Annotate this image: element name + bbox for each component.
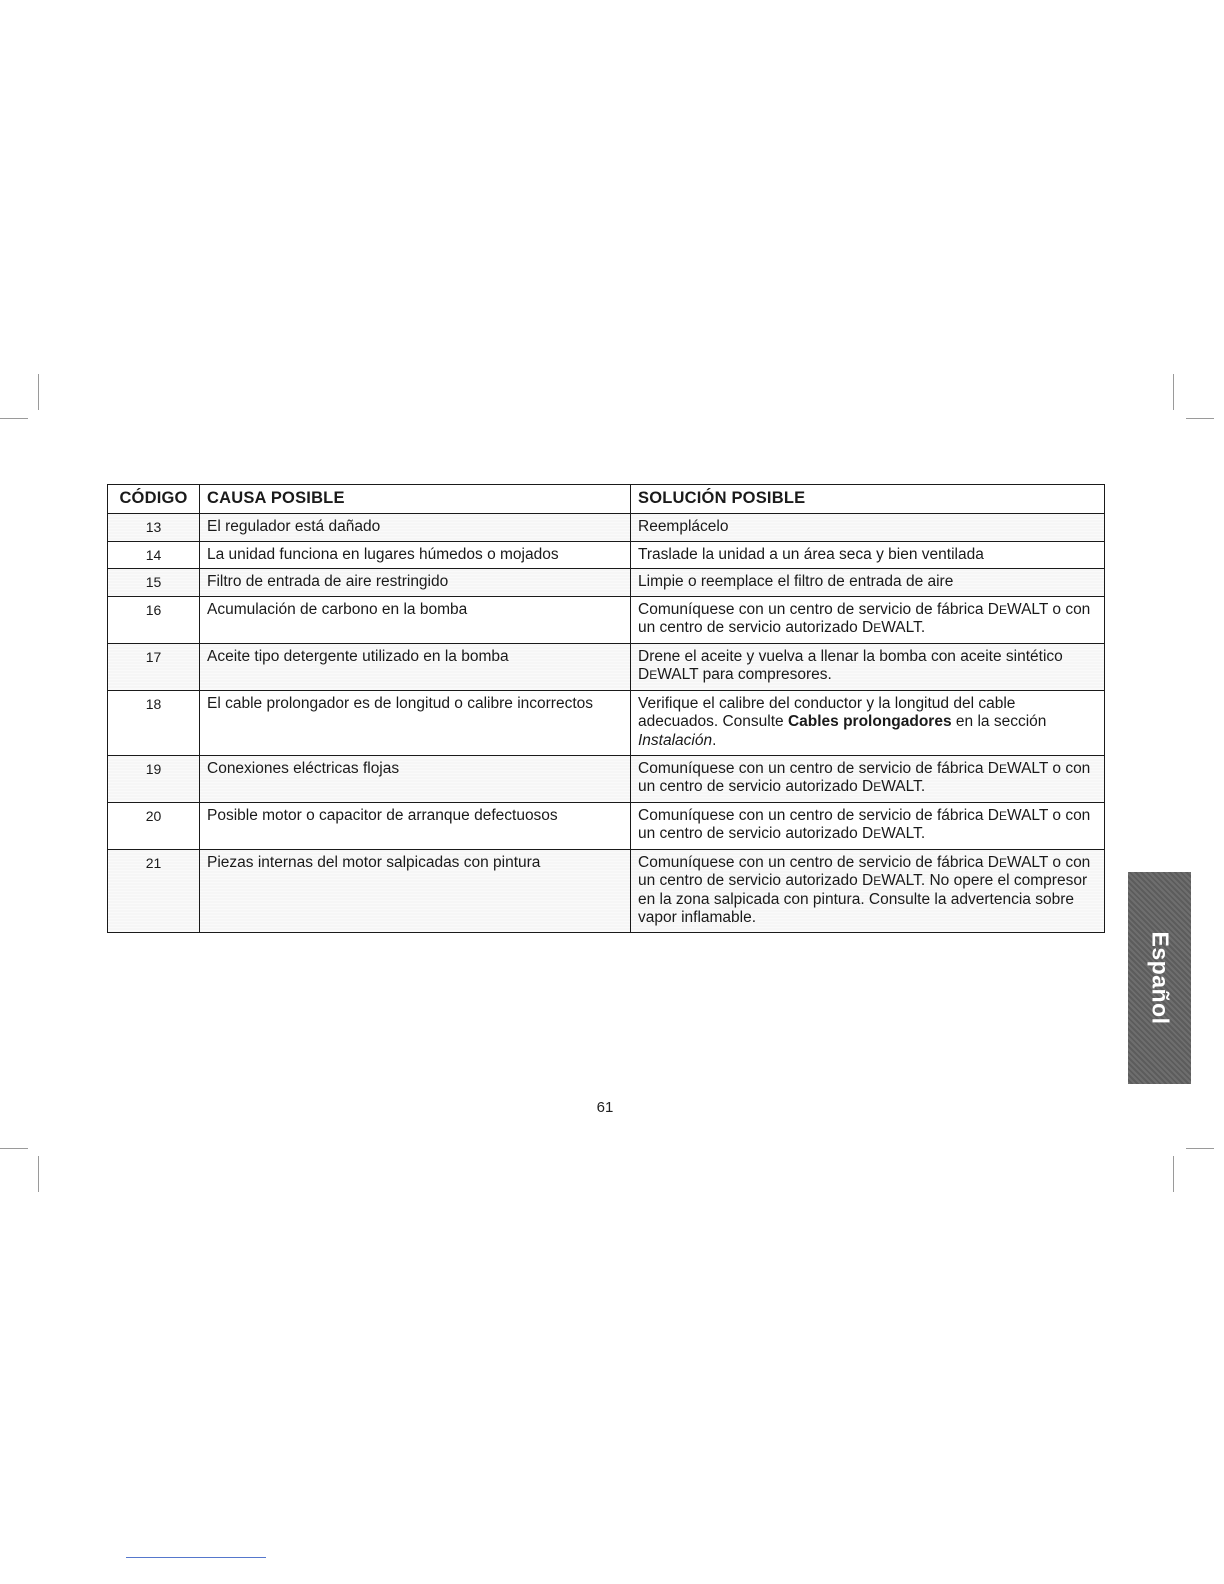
crop-mark <box>1173 1156 1174 1192</box>
crop-mark <box>38 1156 39 1192</box>
row-code: 19 <box>108 755 200 802</box>
table-row <box>108 596 1105 643</box>
row-cause: El regulador está dañado <box>200 514 631 542</box>
row-cause: Aceite tipo detergente utilizado en la bomba <box>200 643 631 690</box>
row-solution: Reemplácelo <box>631 514 1105 542</box>
troubleshooting-table <box>107 484 1105 933</box>
header-cause: CAUSA POSIBLE <box>200 485 631 514</box>
row-code: 20 <box>108 802 200 849</box>
row-cause: El cable prolongador es de longitud o calibre incorrectos <box>200 690 631 755</box>
row-code: 16 <box>108 596 200 643</box>
row-solution: Verifique el calibre del conductor y la longitud del cable adecuados. Consulte Cables prolongadores en la sección Instalación. <box>631 690 1105 755</box>
table-row <box>108 569 1105 597</box>
table-row <box>108 643 1105 690</box>
row-cause: Filtro de entrada de aire restringido <box>200 569 631 597</box>
table-row <box>108 802 1105 849</box>
row-cause: Posible motor o capacitor de arranque defectuosos <box>200 802 631 849</box>
row-cause: Conexiones eléctricas flojas <box>200 755 631 802</box>
row-solution: Comuníquese con un centro de servicio de fábrica DEWALT o con un centro de servicio autorizado DEWALT. <box>631 755 1105 802</box>
table-row <box>108 514 1105 542</box>
crop-mark <box>38 374 39 410</box>
crop-mark <box>1186 418 1214 419</box>
row-code: 17 <box>108 643 200 690</box>
table-row <box>108 755 1105 802</box>
bottom-rule <box>126 1557 266 1558</box>
crop-mark <box>0 1148 28 1149</box>
row-cause: Acumulación de carbono en la bomba <box>200 596 631 643</box>
row-code: 21 <box>108 849 200 932</box>
row-cause: Piezas internas del motor salpicadas con pintura <box>200 849 631 932</box>
crop-mark <box>1173 374 1174 410</box>
row-code: 18 <box>108 690 200 755</box>
row-solution: Traslade la unidad a un área seca y bien ventilada <box>631 541 1105 569</box>
row-code: 14 <box>108 541 200 569</box>
row-code: 13 <box>108 514 200 542</box>
table-header-row <box>108 485 1105 514</box>
page-number: 61 <box>596 1099 614 1116</box>
header-code: CÓDIGO <box>108 485 200 514</box>
row-solution: Comuníquese con un centro de servicio de fábrica DEWALT o con un centro de servicio autorizado DEWALT. <box>631 802 1105 849</box>
language-side-tab <box>1128 872 1191 1084</box>
table-row <box>108 541 1105 569</box>
language-tab-label: Español <box>1147 931 1173 1025</box>
header-solution: SOLUCIÓN POSIBLE <box>631 485 1105 514</box>
crop-mark <box>0 418 28 419</box>
row-solution: Drene el aceite y vuelva a llenar la bomba con aceite sintético DEWALT para compresores. <box>631 643 1105 690</box>
row-solution: Limpie o reemplace el filtro de entrada de aire <box>631 569 1105 597</box>
table-row <box>108 690 1105 755</box>
row-solution: Comuníquese con un centro de servicio de fábrica DEWALT o con un centro de servicio autorizado DEWALT. No opere el compresor en la zona salpicada con pintura. Consulte la advertencia sobre vapor inflamable. <box>631 849 1105 932</box>
crop-mark <box>1186 1148 1214 1149</box>
row-solution: Comuníquese con un centro de servicio de fábrica DEWALT o con un centro de servicio autorizado DEWALT. <box>631 596 1105 643</box>
row-code: 15 <box>108 569 200 597</box>
table-row <box>108 849 1105 932</box>
row-cause: La unidad funciona en lugares húmedos o mojados <box>200 541 631 569</box>
